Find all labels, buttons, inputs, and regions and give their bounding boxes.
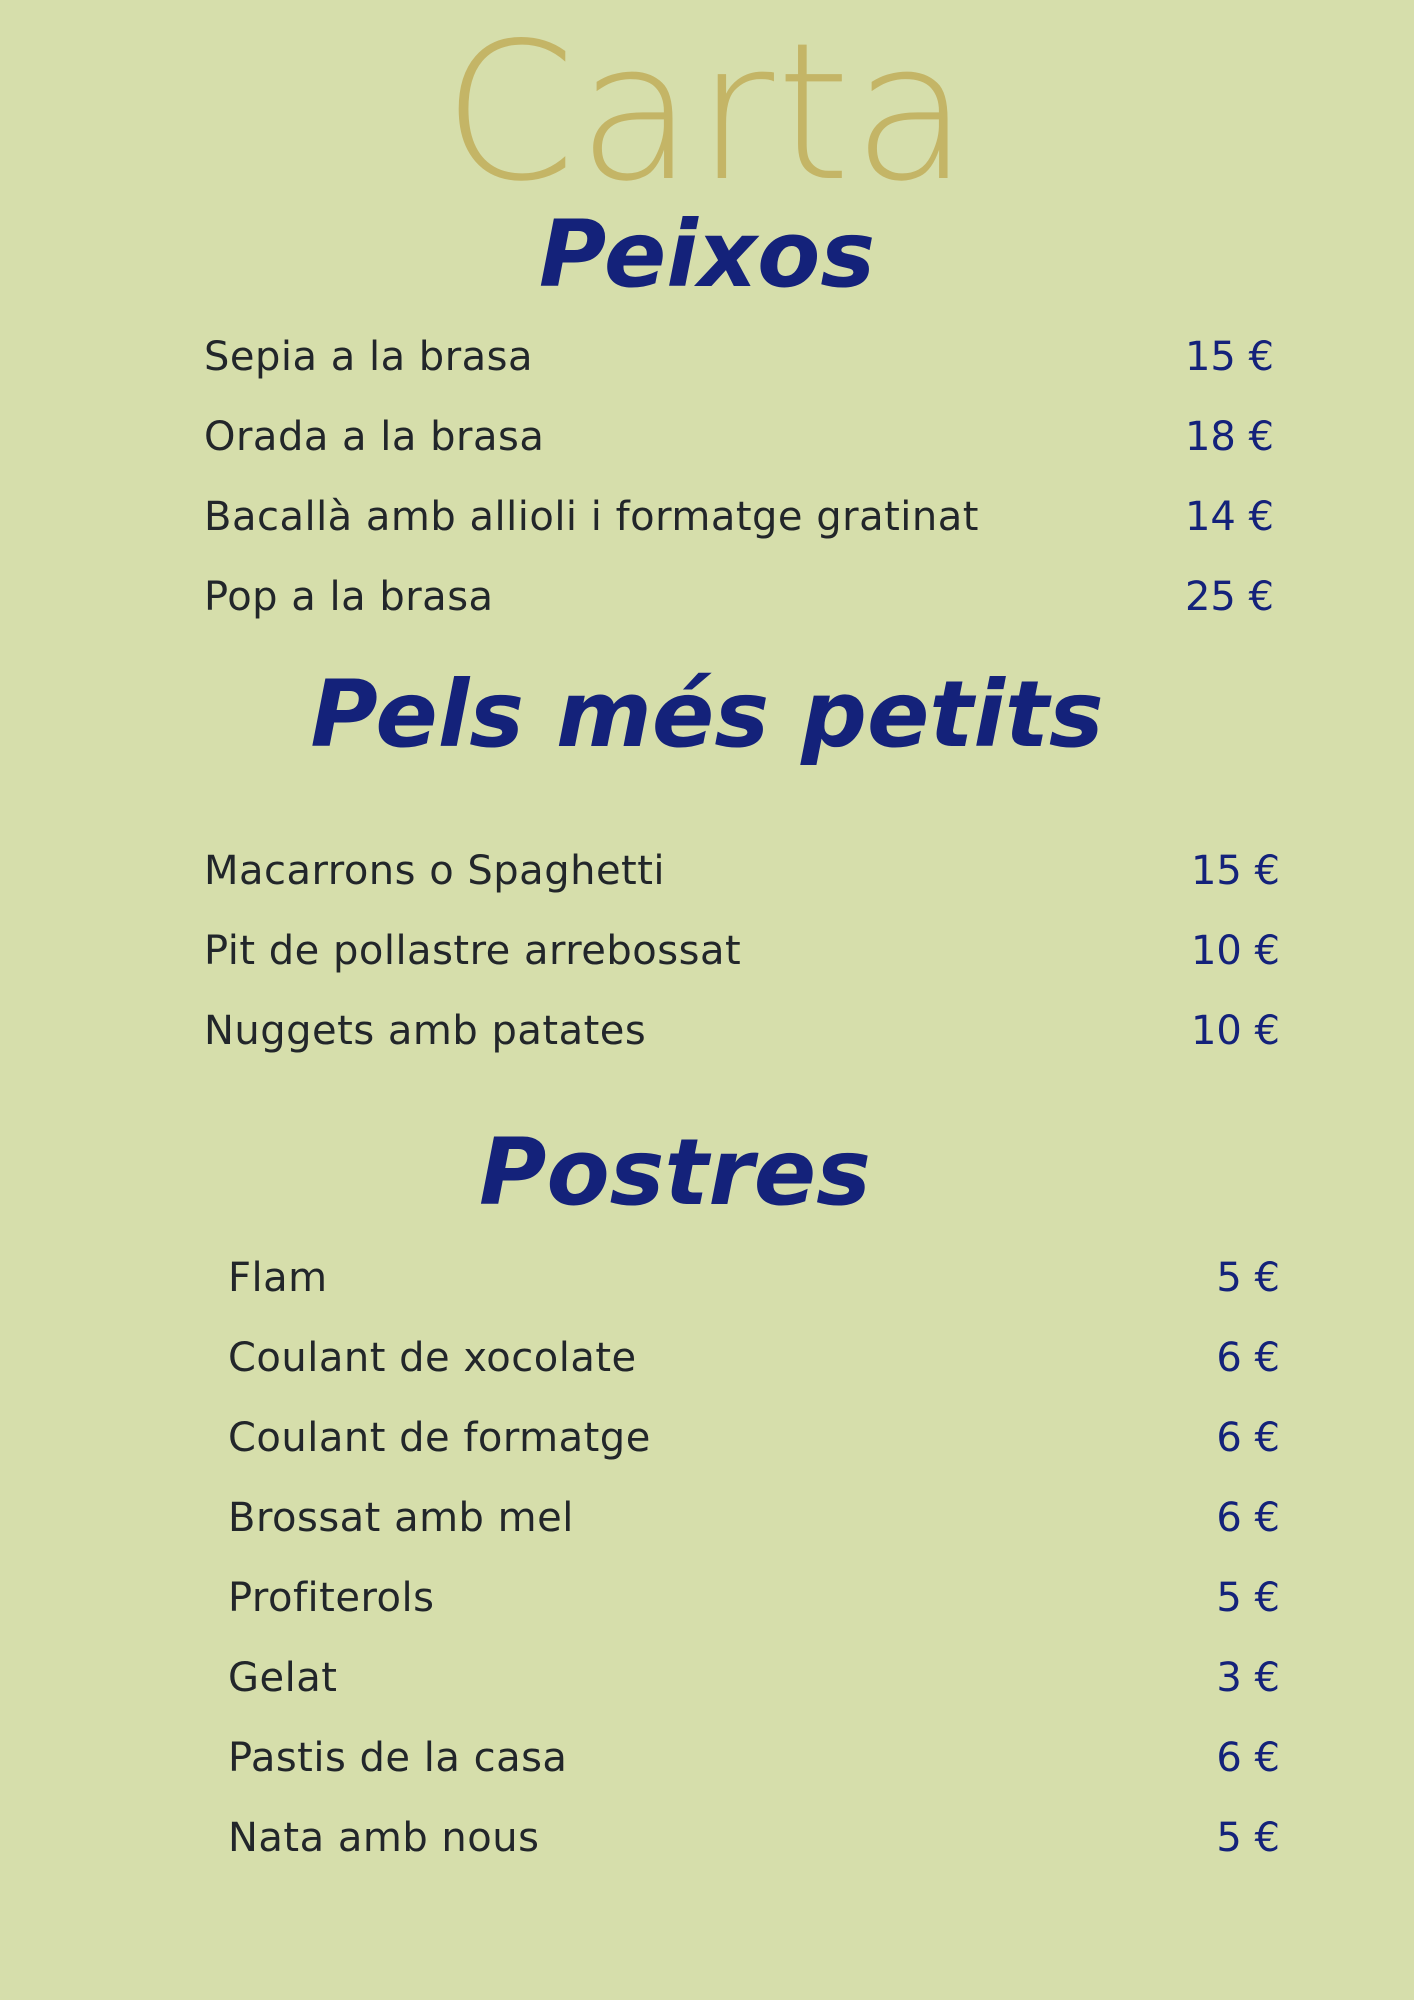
item-name: Nuggets amb patates xyxy=(204,1008,647,1054)
item-price: 14 € xyxy=(1184,494,1274,540)
menu-item xyxy=(228,1408,1280,1468)
item-price: 5 € xyxy=(1216,1575,1280,1621)
menu-item xyxy=(228,1808,1280,1868)
item-price: 15 € xyxy=(1184,334,1274,380)
menu-title: Carta xyxy=(442,2,972,223)
menu-item xyxy=(204,567,1274,627)
item-name: Pastis de la casa xyxy=(228,1735,568,1781)
item-price: 6 € xyxy=(1216,1415,1280,1461)
section-heading-postres: Postres xyxy=(479,1119,871,1226)
item-name: Coulant de formatge xyxy=(228,1415,651,1461)
section-heading-peixos: Peixos xyxy=(538,201,876,308)
item-price: 15 € xyxy=(1190,848,1280,894)
section-heading-pels-mes-petits: Pels més petits xyxy=(310,661,1104,768)
menu-item xyxy=(228,1248,1280,1308)
menu-item xyxy=(228,1728,1280,1788)
item-name: Coulant de xocolate xyxy=(228,1335,637,1381)
item-price: 25 € xyxy=(1184,574,1274,620)
item-name: Bacallà amb allioli i formatge gratinat xyxy=(204,494,979,540)
menu-item xyxy=(204,1001,1280,1061)
menu-item xyxy=(204,921,1280,981)
item-name: Sepia a la brasa xyxy=(204,334,533,380)
item-price: 3 € xyxy=(1216,1655,1280,1701)
menu-item xyxy=(228,1568,1280,1628)
item-price: 6 € xyxy=(1216,1335,1280,1381)
item-price: 10 € xyxy=(1190,928,1280,974)
item-name: Brossat amb mel xyxy=(228,1495,574,1541)
item-price: 5 € xyxy=(1216,1255,1280,1301)
menu-item xyxy=(228,1648,1280,1708)
item-name: Nata amb nous xyxy=(228,1815,540,1861)
menu-item xyxy=(228,1328,1280,1388)
item-name: Flam xyxy=(228,1255,328,1301)
item-name: Pop a la brasa xyxy=(204,574,494,620)
item-price: 10 € xyxy=(1190,1008,1280,1054)
menu-item xyxy=(228,1488,1280,1548)
item-name: Macarrons o Spaghetti xyxy=(204,848,666,894)
menu-item xyxy=(204,407,1274,467)
item-name: Profiterols xyxy=(228,1575,435,1621)
menu-item xyxy=(204,841,1280,901)
item-price: 6 € xyxy=(1216,1495,1280,1541)
item-price: 5 € xyxy=(1216,1815,1280,1861)
item-name: Pit de pollastre arrebossat xyxy=(204,928,742,974)
item-name: Gelat xyxy=(228,1655,338,1701)
item-name: Orada a la brasa xyxy=(204,414,545,460)
item-price: 6 € xyxy=(1216,1735,1280,1781)
menu-item xyxy=(204,327,1274,387)
menu-item xyxy=(204,487,1274,547)
item-price: 18 € xyxy=(1184,414,1274,460)
